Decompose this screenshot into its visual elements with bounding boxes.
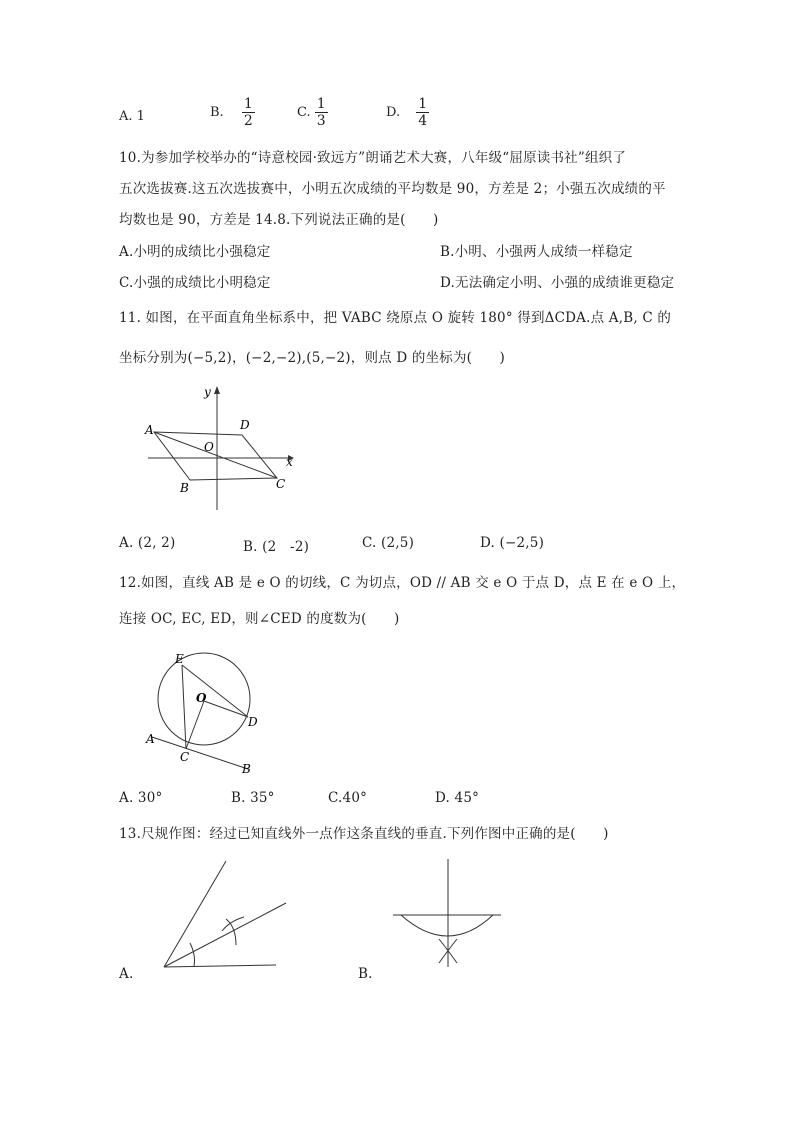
segment-ec — [182, 665, 186, 749]
q9-option-c — [297, 96, 328, 129]
q11-option-b: B. (2 -2) — [243, 539, 310, 555]
q12-option-c: C.40° — [328, 790, 368, 806]
arc-large — [401, 915, 493, 936]
q12-option-b: B. 35° — [231, 790, 275, 806]
q13-figure-b — [385, 855, 510, 970]
label-y: y — [204, 385, 211, 399]
q10-option-b: B.小明、小强两人成绩一样稳定 — [440, 244, 633, 260]
numerator: 1 — [243, 96, 253, 112]
segment-ed — [182, 665, 248, 717]
q9-option-c-label: C. — [297, 105, 311, 120]
q12-circle-figure — [140, 645, 280, 780]
q12-option-d: D. 45° — [435, 790, 480, 806]
numerator: 1 — [418, 96, 428, 112]
q10-line-3: 均数也是 90，方差是 14.8.下列说法正确的是( ) — [119, 212, 439, 228]
label-x: x — [286, 455, 293, 469]
label-b: B — [180, 481, 189, 495]
denominator: 4 — [418, 113, 428, 129]
q11-line-2: 坐标分别为(−5,2)，(−2,−2),(5,−2)，则点 D 的坐标为( ) — [119, 350, 505, 366]
q10-line-1: 10.为参加学校举办的“诗意校园·致远方”朗诵艺术大赛，八年级“屈原读书社”组织了 — [119, 150, 627, 166]
q11-option-a: A. (2, 2) — [119, 535, 176, 551]
label-d: D — [248, 715, 258, 729]
q9-option-d-label: D. — [386, 105, 401, 120]
q13-figure-b-label: B. — [358, 966, 373, 982]
q10-option-a: A.小明的成绩比小强稳定 — [119, 244, 271, 260]
label-o: O — [204, 440, 214, 454]
q9-option-d — [386, 96, 429, 129]
q13-figure-a — [150, 855, 290, 975]
arc-vertex — [190, 943, 195, 966]
label-a: A — [145, 423, 154, 437]
q10-line-2: 五次选拔赛.这五次选拔赛中，小明五次成绩的平均数是 90，方差是 2；小强五次成绩的平 — [119, 181, 666, 197]
q13-figure-a-label: A. — [119, 966, 134, 982]
label-e: E — [175, 652, 184, 666]
q11-coordinate-figure — [140, 380, 310, 515]
denominator: 3 — [316, 113, 326, 129]
label-b: B — [242, 762, 251, 776]
numerator: 1 — [316, 96, 326, 112]
q9-option-c-fraction — [315, 96, 328, 129]
q9-option-b-label: B. — [210, 105, 224, 120]
q12-option-a: A. 30° — [119, 790, 163, 806]
tangent-ab — [152, 737, 248, 769]
segment-oc — [186, 701, 204, 749]
q10-option-d: D.无法确定小明、小强的成绩谁更稳定 — [440, 275, 675, 291]
q13-line-1: 13.尺规作图：经过已知直线外一点作这条直线的垂直.下列作图中正确的是( ) — [119, 826, 609, 842]
q11-option-c: C. (2,5) — [362, 535, 415, 551]
q9-option-a: A. 1 — [119, 109, 145, 124]
q11-option-d: D. (−2,5) — [480, 535, 545, 551]
y-axis-arrow — [214, 386, 220, 394]
label-d: D — [240, 418, 250, 432]
q9-option-b-fraction — [242, 96, 255, 129]
segment-od — [204, 701, 248, 717]
q9-option-b — [210, 96, 255, 129]
q12-line-1: 12.如图，直线 AB 是 e O 的切线，C 为切点，OD // AB 交 e O 于点 D，点 E 在 e O 上， — [119, 575, 686, 591]
q11-line-1: 11. 如图，在平面直角坐标系中，把 VABC 绕原点 O 旋转 180° 得到ΔCDA.点 A,B, C 的 — [119, 310, 672, 326]
label-c: C — [180, 750, 190, 764]
q12-line-2: 连接 OC, EC, ED，则∠CED 的度数为( ) — [119, 611, 400, 627]
label-a: A — [146, 732, 155, 746]
label-c: C — [276, 477, 286, 491]
q9-option-d-fraction — [416, 96, 429, 129]
q10-option-c: C.小强的成绩比小明稳定 — [119, 275, 271, 291]
label-o: O — [196, 691, 207, 705]
ray-lower — [164, 965, 276, 967]
denominator: 2 — [243, 113, 253, 129]
